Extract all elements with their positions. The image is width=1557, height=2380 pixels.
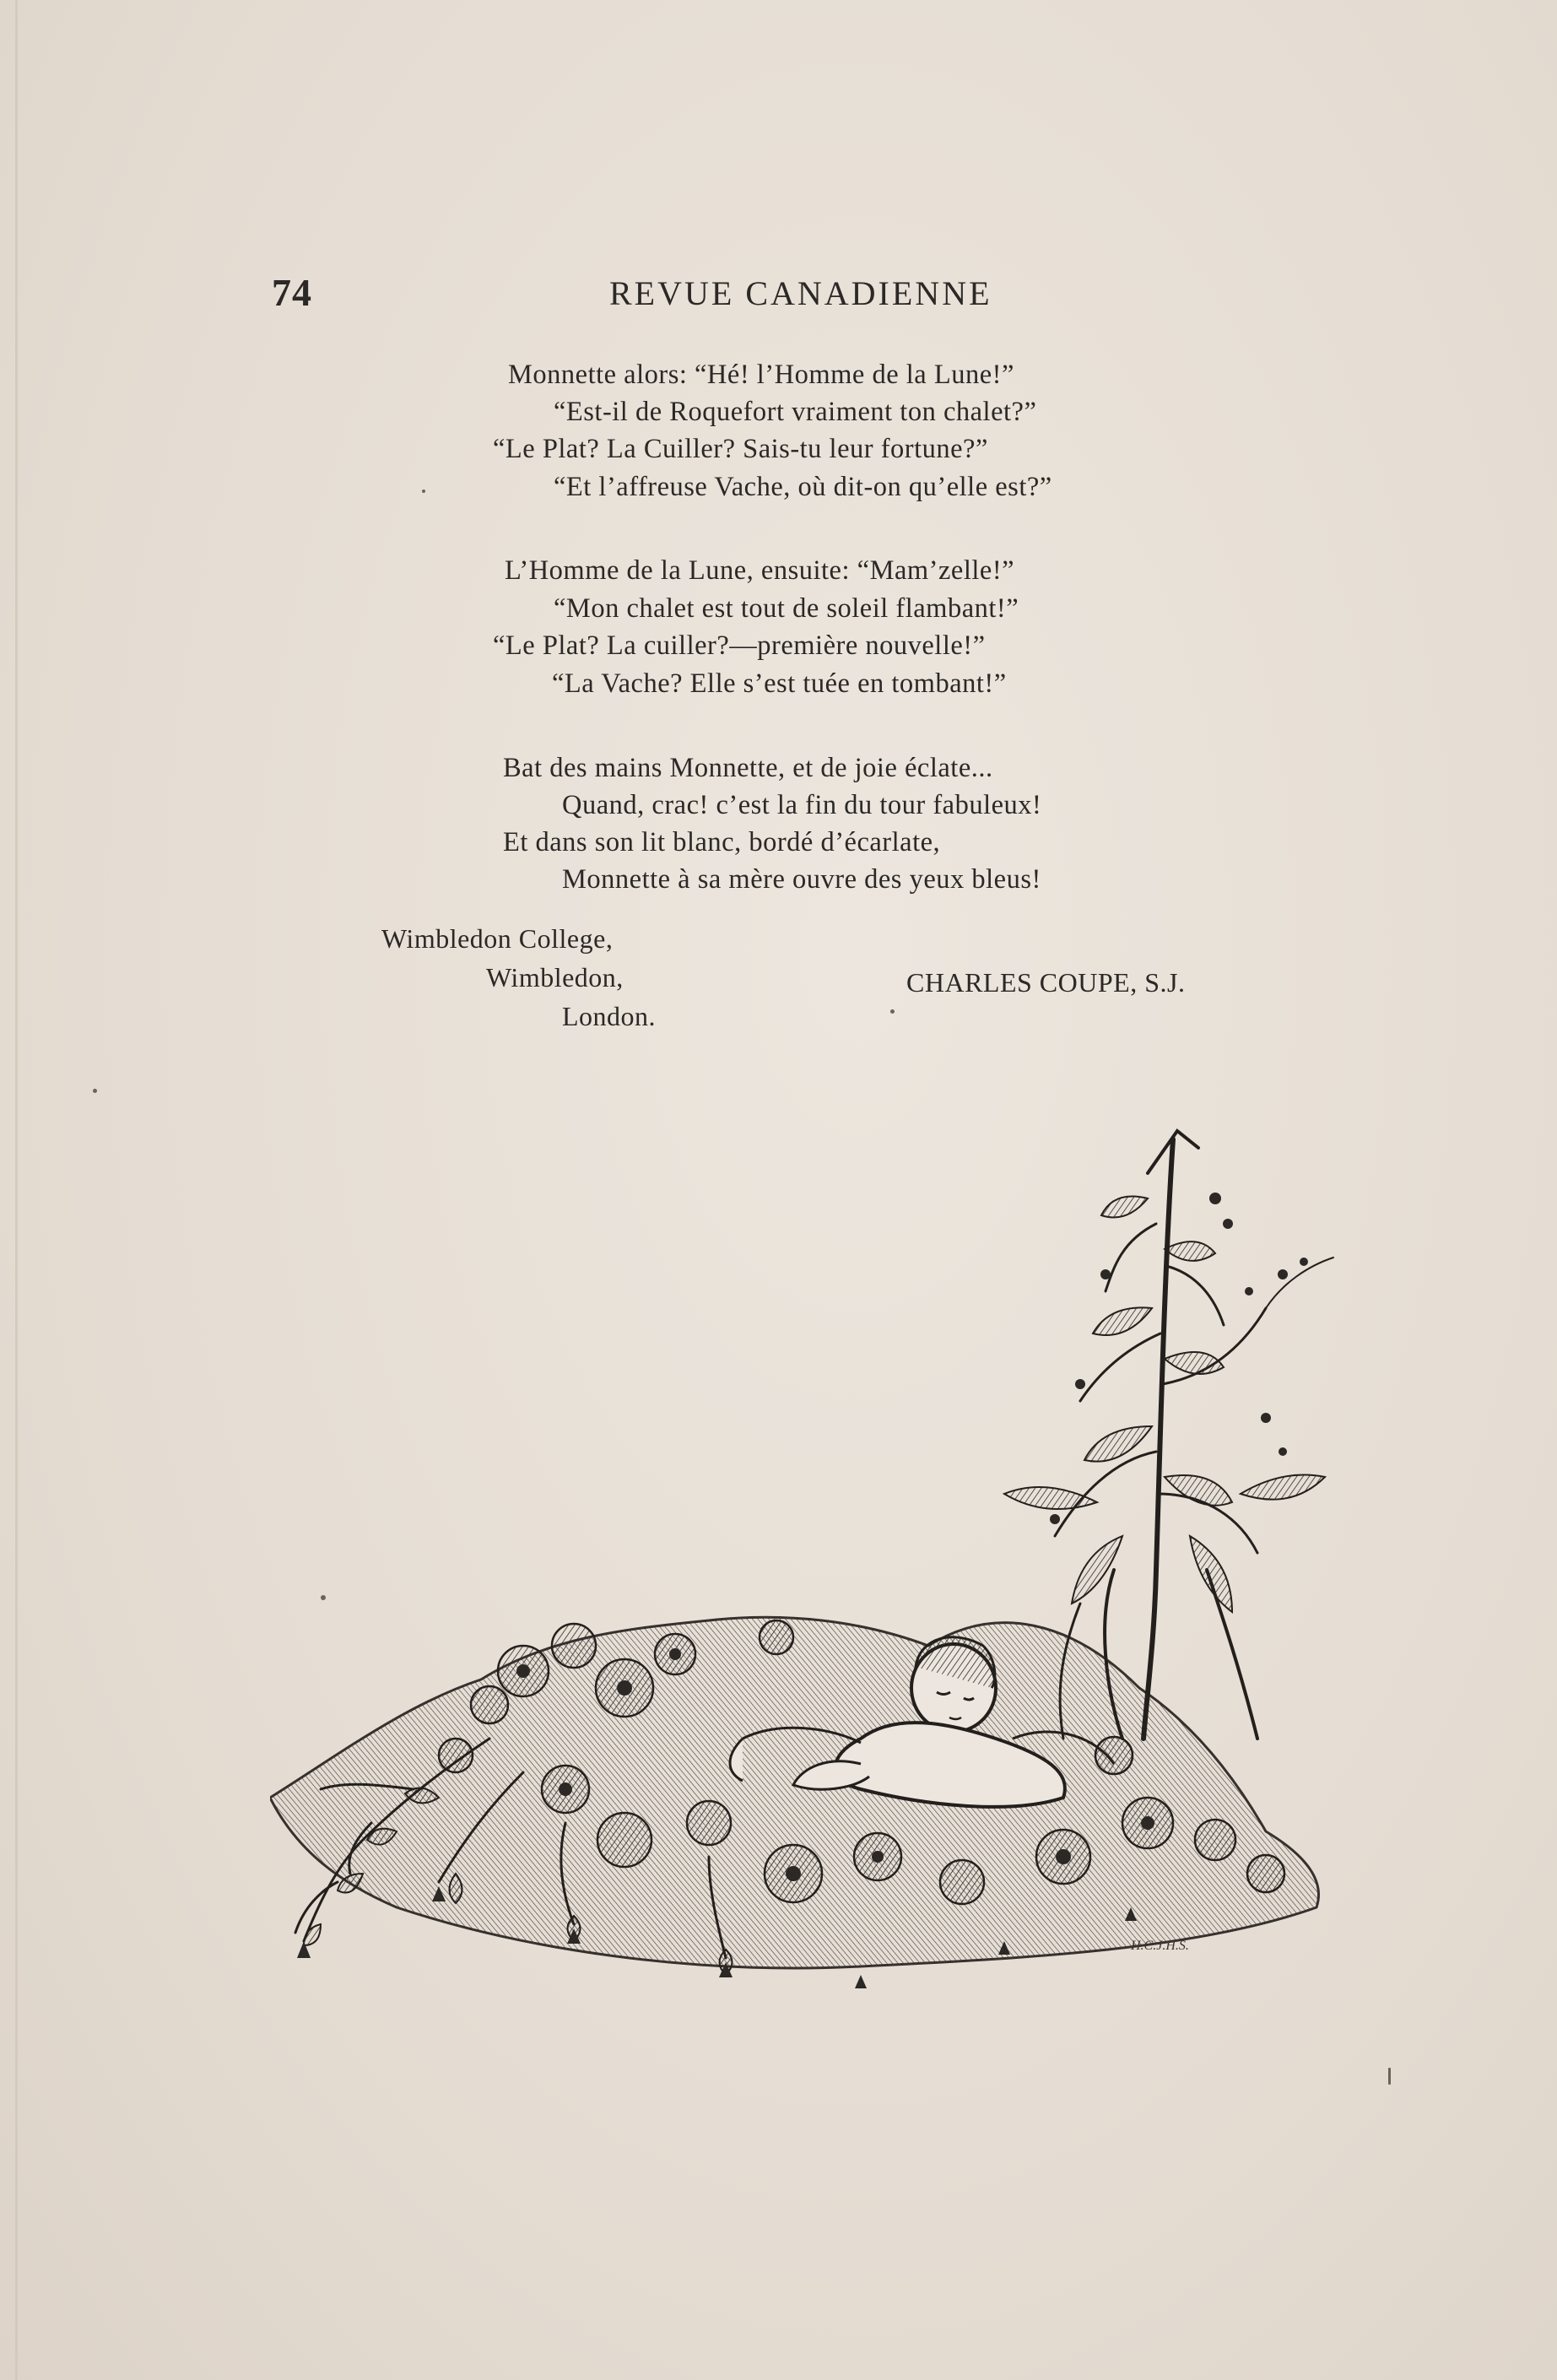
poem-line: Quand, crac! c’est la fin du tour fabuleux! (562, 790, 1042, 820)
page-number: 74 (272, 271, 312, 314)
poem-line: Et dans son lit blanc, bordé d’écarlate, (503, 827, 941, 857)
poem-line: “La Vache? Elle s’est tuée en tombant!” (552, 668, 1007, 699)
place-line-city: London. (562, 1001, 657, 1031)
paper-speck (93, 1089, 97, 1093)
paper-speck (422, 490, 425, 493)
artist-mark: H.C.J.H.S. (1131, 1939, 1189, 1953)
paper-speck (890, 1009, 895, 1014)
poem-line: Monnette à sa mère ouvre des yeux bleus! (562, 864, 1041, 895)
place-line-town: Wimbledon, (486, 962, 624, 993)
place-line-college: Wimbledon College, (381, 923, 614, 954)
poem-line: Monnette alors: “Hé! l’Homme de la Lune!” (508, 360, 1014, 390)
tall-plant (1055, 1131, 1333, 1739)
poem-line: “Mon chalet est tout de soleil flambant!” (554, 593, 1019, 624)
poem-line: “Le Plat? La Cuiller? Sais-tu leur fortune?” (493, 434, 988, 464)
page-gutter-edge (15, 0, 18, 2380)
poem-line: “Et l’affreuse Vache, où dit-on qu’elle est?” (554, 472, 1052, 502)
running-title: REVUE CANADIENNE (609, 274, 992, 312)
paper-mark (1388, 2068, 1391, 2085)
poem-line: L’Homme de la Lune, ensuite: “Mam’zelle!” (505, 555, 1015, 586)
poem-line: “Le Plat? La cuiller?—première nouvelle!” (493, 630, 986, 661)
page-header (0, 270, 1557, 321)
paper-speck (321, 1595, 326, 1600)
vignette-illustration (270, 1097, 1350, 2051)
poem-line: “Est-il de Roquefort vraiment ton chalet?” (554, 397, 1037, 427)
author-signature: CHARLES COUPE, S.J. (906, 967, 1186, 998)
poem-line: Bat des mains Monnette, et de joie éclate... (503, 753, 993, 783)
